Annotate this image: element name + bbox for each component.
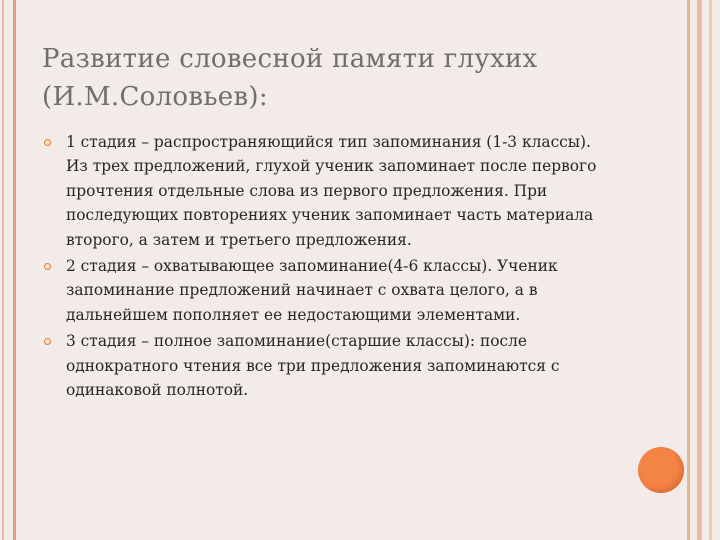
right-decor-stripe	[697, 0, 702, 540]
left-decor-stripe	[13, 0, 16, 540]
list-item-text: 3 стадия – полное запоминание(старшие классы): после однократного чтения все три предложения запоминаются с одинаковой полнотой.	[66, 332, 560, 400]
circle-bullet-icon	[44, 139, 51, 146]
circle-bullet-icon	[44, 338, 51, 345]
list-item-text: 2 стадия – охватывающее запоминание(4-6 классы). Ученик запоминание предложений начинает с охвата целого, а в дальнейшем пополняет ее недостающими элементами.	[66, 257, 558, 324]
list-item	[44, 130, 604, 252]
list-item	[44, 254, 604, 327]
list-item	[44, 329, 604, 402]
left-decor-stripe	[2, 0, 4, 540]
right-decor-stripe	[709, 0, 712, 540]
slide-title-line: Развитие словесной памяти глухих	[42, 44, 538, 74]
circle-bullet-icon	[44, 263, 51, 270]
slide-title-line: (И.М.Соловьев):	[42, 82, 268, 112]
bullet-list	[44, 130, 604, 404]
slide-title	[42, 40, 642, 116]
orange-circle-decoration	[638, 447, 684, 493]
right-decor-stripe	[687, 0, 690, 540]
list-item-text: 1 стадия – распространяющийся тип запоминания (1-3 классы). Из трех предложений, глухой ученик запоминает после первого прочтения отдельные слова из первого предложения. При последующих повторениях ученик запоминает часть материала второго, а затем и третьего предложения.	[66, 133, 597, 249]
